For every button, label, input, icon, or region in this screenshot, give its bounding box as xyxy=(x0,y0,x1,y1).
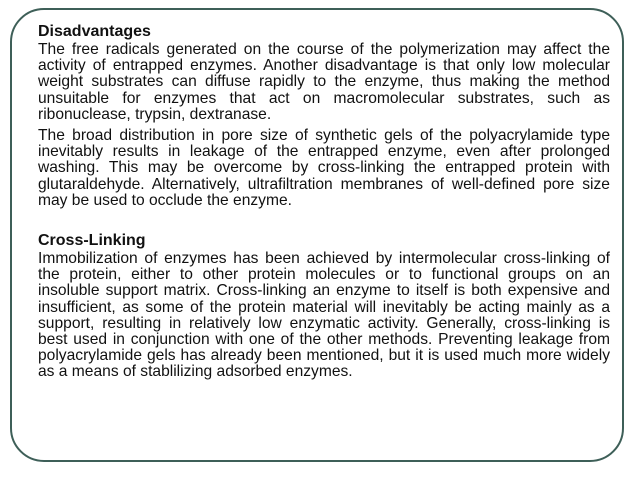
heading-disadvantages: Disadvantages xyxy=(38,23,151,40)
slide-content xyxy=(38,22,610,386)
paragraph-immobilization: Immobilization of enzymes has been achieved by intermolecular cross-linking of the protein, either to other protein molecules or to functional groups on an insoluble support matrix. Cross-linking an enzyme to itself is both expensive and insufficient, as some of the protein material will inevitably be acting mainly as a support, resulting in relatively low enzymatic activity. Generally, cross-linking is best used in conjunction with one of the other methods. Preventing leakage from polyacrylamide gels has already been mentioned, but it is used much more widely as a means of stablilizing adsorbed enzymes. xyxy=(38,250,610,381)
section-gap xyxy=(38,214,610,231)
paragraph-pore-size: The broad distribution in pore size of synthetic gels of the polyacrylamide type inevitably results in leakage of the entrapped enzyme, even after prolonged washing. This may be overcome by cross-linking the entrapped protein with glutaraldehyde. Alternatively, ultrafiltration membranes of well-defined pore size may be used to occlude the enzyme. xyxy=(38,127,610,209)
paragraph-radicals: The free radicals generated on the course of the polymerization may affect the activity of entrapped enzymes. Another disadvantage is that only low molecular weight substrates can diffuse rapidly to the enzyme, thus making the method unsuitable for enzymes that act on macromolecular substrates, such as ribonuclease, trypsin, dextranase. xyxy=(38,41,610,123)
heading-cross-linking: Cross-Linking xyxy=(38,232,146,250)
